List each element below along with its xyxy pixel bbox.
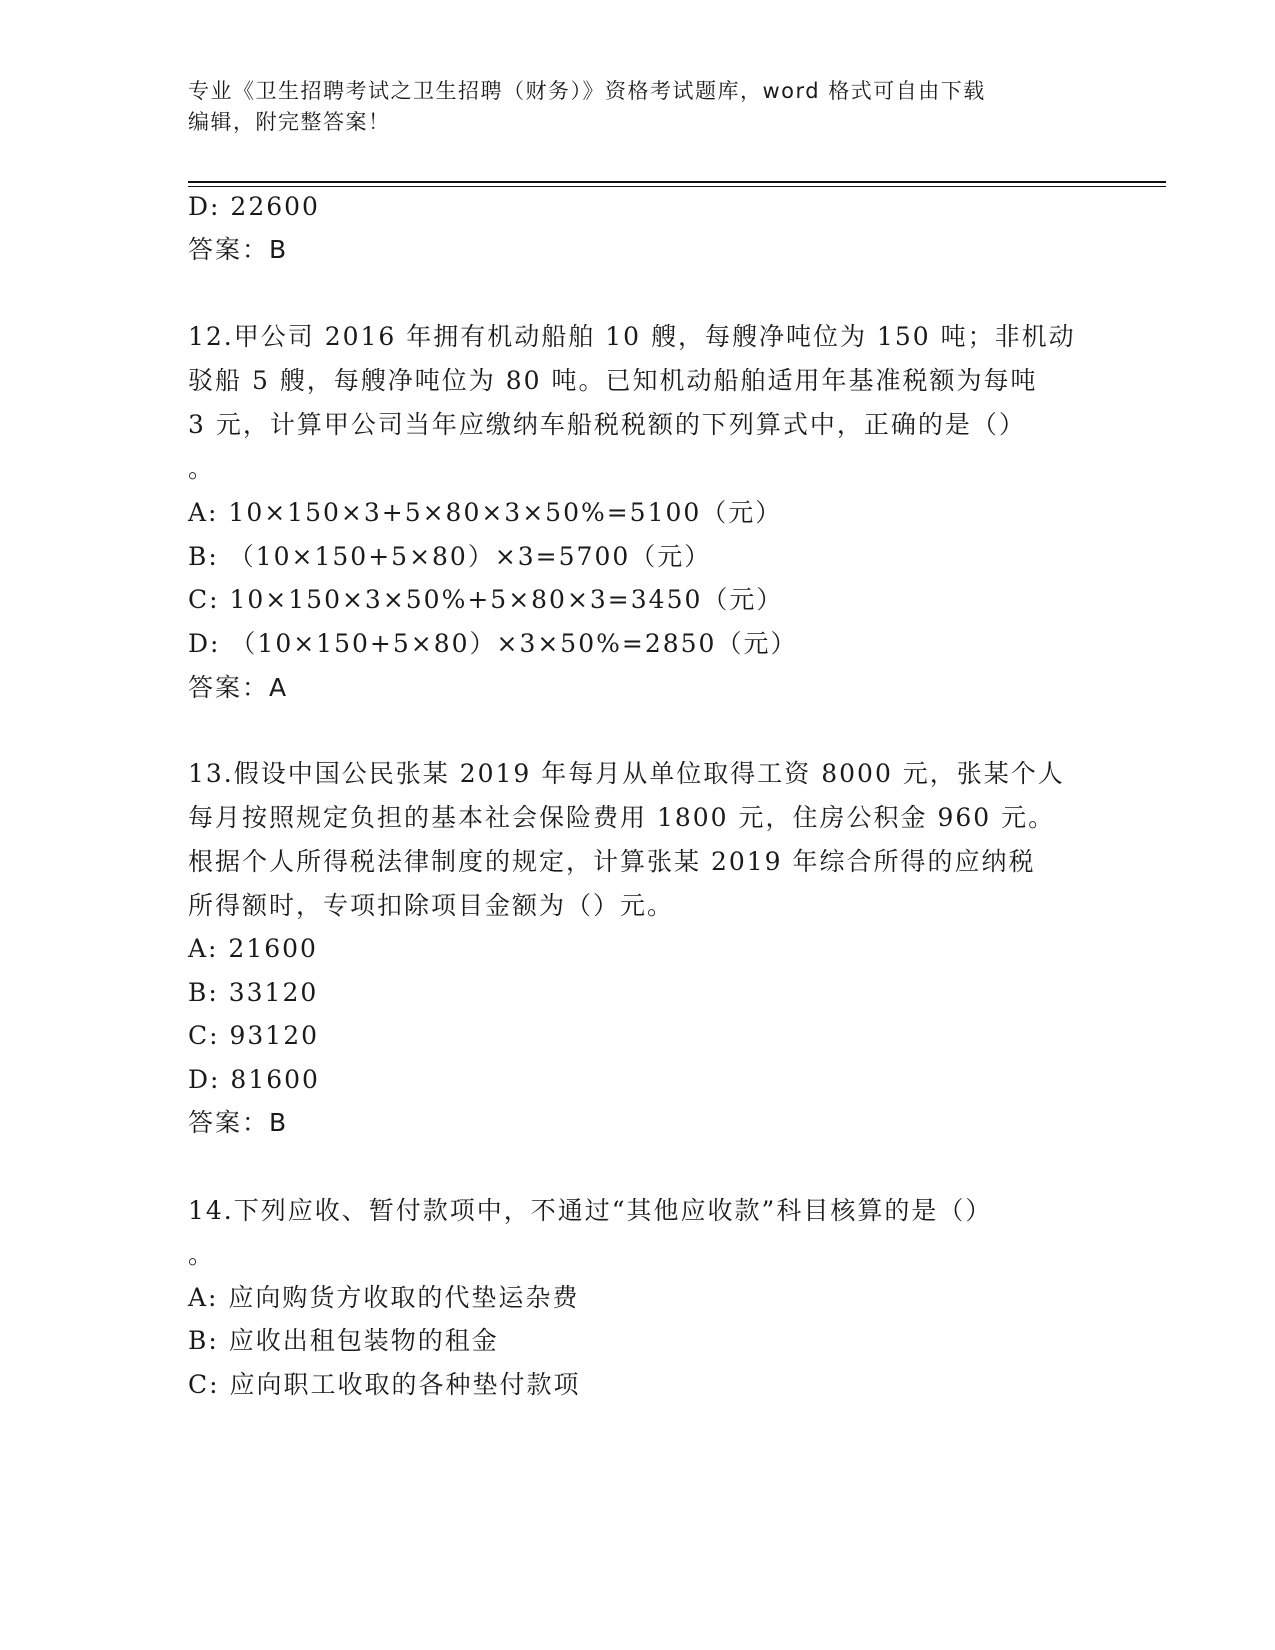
q12-option-a: A: 10×150×3+5×80×3×50%=5100（元） <box>188 498 783 527</box>
q12-option-c: C: 10×150×3×50%+5×80×3=3450（元） <box>188 585 784 614</box>
q12-stem-line-1: 12.甲公司 2016 年拥有机动船舶 10 艘，每艘净吨位为 150 吨；非机动 <box>188 322 1076 351</box>
q12-stem-line-2: 驳船 5 艘，每艘净吨位为 80 吨。已知机动船舶适用年基准税额为每吨 <box>188 366 1038 395</box>
q12-stem-line-3: 3 元，计算甲公司当年应缴纳车船税税额的下列算式中，正确的是（） <box>188 410 1026 439</box>
q13-stem-line-1: 13.假设中国公民张某 2019 年每月从单位取得工资 8000 元，张某个人 <box>188 759 1065 788</box>
q12-stem-line-4: 。 <box>188 454 216 483</box>
q14-stem-line-2: 。 <box>188 1240 216 1269</box>
q14-option-a: A: 应向购货方收取的代垫运杂费 <box>188 1283 580 1312</box>
q13-answer: 答案：B <box>188 1108 289 1137</box>
q13-stem-line-2: 每月按照规定负担的基本社会保险费用 1800 元，住房公积金 960 元。 <box>188 803 1056 832</box>
q12-option-b: B: （10×150+5×80）×3=5700（元） <box>188 542 712 571</box>
q14-option-b: B: 应收出租包装物的租金 <box>188 1326 499 1355</box>
q12-answer: 答案：A <box>188 673 289 702</box>
page-header <box>188 76 1068 138</box>
header-rule-thick <box>188 181 1166 183</box>
q14-option-c: C: 应向职工收取的各种垫付款项 <box>188 1370 581 1399</box>
q14-stem-line-1: 14.下列应收、暂付款项中，不通过“其他应收款”科目核算的是（） <box>188 1196 993 1225</box>
q13-option-a: A: 21600 <box>188 934 318 963</box>
q13-option-d: D: 81600 <box>188 1065 320 1094</box>
q13-option-c: C: 93120 <box>188 1021 320 1050</box>
q13-stem-line-3: 根据个人所得税法律制度的规定，计算张某 2019 年综合所得的应纳税 <box>188 847 1036 876</box>
header-line-1: 专业《卫生招聘考试之卫生招聘（财务）》资格考试题库，word 格式可自由下载 <box>188 79 986 103</box>
q11-option-d: D: 22600 <box>188 192 320 221</box>
q11-answer: 答案：B <box>188 235 289 264</box>
header-line-2: 编辑，附完整答案！ <box>188 110 391 134</box>
q13-option-b: B: 33120 <box>188 978 319 1007</box>
q12-option-d: D: （10×150+5×80）×3×50%=2850（元） <box>188 629 798 658</box>
header-rule-thin <box>188 186 1166 187</box>
q13-stem-line-4: 所得额时，专项扣除项目金额为（）元。 <box>188 891 675 920</box>
